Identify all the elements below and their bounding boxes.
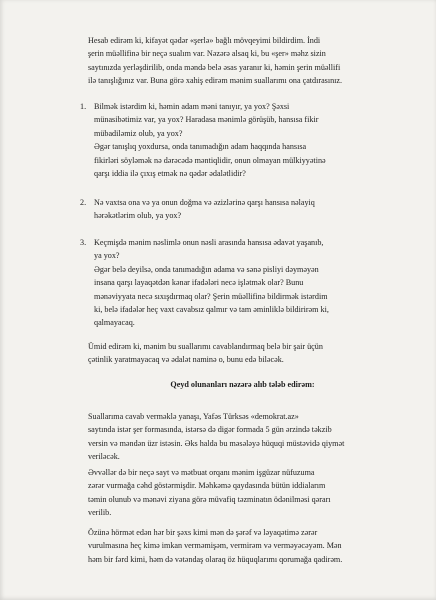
demand-paragraph-1 [70, 410, 415, 464]
demand-2-line-2: zərər vurmağa cəhd göstərmişdir. Məhkəmə qaydasında bütün iddialarım [88, 481, 326, 491]
demand-2-line-4: verilib. [88, 508, 112, 518]
question-list-2 [80, 196, 414, 223]
demand-1-line-1: Suallarıma cavab verməklə yanaşı, Yafəs Türksəs «demokrat.az» [88, 412, 299, 421]
question-3-line-5: mənəviyyata necə sıxışdırmaq olar? Şerin müəllifinə bildirmək istərdim [94, 291, 328, 301]
hope-paragraph [70, 340, 415, 367]
demand-paragraph-2 [70, 466, 415, 520]
question-3-line-3: Əgər belə deyilsə, onda tanımadığın adama və sənə pisliyi dəyməyən [94, 264, 319, 274]
question-2-line-2: hərəkətlərim olub, ya yox? [94, 211, 182, 221]
question-1-line-2: münasibətimiz var, ya yox? Haradasa mənimlə görüşüb, hansısa fikir [94, 115, 319, 125]
intro-line-3: saytınızda yerləşdirilib, onda məndə belə əsas yaranır ki, həmin şerin müəllifi [88, 62, 341, 72]
demand-paragraph-3 [70, 526, 415, 566]
question-1-line-6: qarşı iddia ilə çıxış etmək nə qədər ədalətlidir? [94, 169, 246, 179]
demand-1-line-4: veriləcək. [88, 452, 120, 462]
question-item-3 [80, 236, 414, 330]
intro-line-1: Hesab edirəm ki, kifayət qədər «şerlə» bağlı mövqeyimi bildirdim. İndi [88, 36, 321, 45]
question-3-line-2: ya yox? [94, 251, 120, 261]
question-number: 3. [80, 238, 87, 247]
intro-paragraph [70, 34, 415, 88]
demand-2-line-1: Əvvəllər də bir neçə sayt və mətbuat orqanı mənim işgüzar nüfuzuma [88, 468, 315, 477]
demand-3-line-1: Özünə hörmət edən hər bir şəxs kimi mən də şərəf və ləyaqətimə zərər [88, 528, 318, 537]
question-item-2 [80, 196, 414, 223]
question-2-line-1: Nə vaxtsa ona və ya onun doğma və əzizlərinə qarşı hansısa nəlayiq [94, 198, 315, 207]
question-3-line-1: Keçmişdə mənim nəslimlə onun nəsli arasında hansısa ədavət yaşanıb, [94, 238, 324, 247]
demand-3-line-3: həm bir fərd kimi, həm də vətəndaş olaraq öz hüquqlarımı qorumağa qadirəm. [88, 554, 343, 564]
demand-2-line-3: təmin olunub və mənəvi ziyana görə müvafiq təzminatın ödənilməsi qərarı [88, 494, 331, 504]
demand-3-line-2: vurulmasına heç kimə imkan verməmişəm, vermirəm və verməyəcəyəm. Mən [88, 541, 342, 551]
question-item-1 [80, 100, 414, 180]
hope-line-2: çətinlik yaratmayacaq və ədalət naminə o, bunu edə biləcək. [88, 355, 284, 365]
question-1-line-1: Bilmək istərdim ki, həmin adam məni tanıyır, ya yox? Şəxsi [94, 102, 290, 111]
question-3-line-7: qalmayacaq. [94, 318, 135, 328]
intro-line-2: şerin müəllifinə bir neçə sualım var. Nəzərə alsaq ki, bu «şer» məhz sizin [88, 49, 326, 59]
question-1-line-4: Əgər tanışlıq yoxdursa, onda tanımadığın adam haqqında hansısa [94, 142, 307, 152]
demand-1-line-2: saytında istər şer formasında, istərsə də digər formada 5 gün ərzində təkzib [88, 425, 332, 435]
question-list-3 [80, 236, 414, 330]
question-number: 1. [80, 102, 87, 111]
question-1-line-5: fikirləri söyləmək nə dərəcədə məntiqlidir, onun olmayan mülkiyyətinə [94, 155, 326, 165]
question-1-line-3: mübadiləmiz olub, ya yox? [94, 128, 183, 138]
hope-line-1: Ümid edirəm ki, mənim bu suallarımı cavablandırmaq belə bir şair üçün [88, 342, 323, 351]
demand-1-line-3: versin və məndən üzr istəsin. Əks halda bu məsələyə hüquqi müstəvidə qiymət [88, 438, 345, 448]
question-3-line-4: insana qarşı layaqətdən kənar ifadələri necə işlətmək olar? Bunu [94, 278, 304, 288]
question-3-line-6: ki, belə ifadələr heç vaxt cavabsız qalmır və tam əminliklə bildirirəm ki, [94, 305, 329, 315]
question-list [80, 100, 414, 180]
intro-line-4: ilə tanışlığınız var. Buna görə xahiş edirəm mənim suallarımı ona çatdırasınız. [88, 76, 343, 86]
question-number: 2. [80, 198, 87, 207]
demands-heading: Qeyd olunanları nəzərə alıb tələb edirəm: [170, 380, 315, 389]
